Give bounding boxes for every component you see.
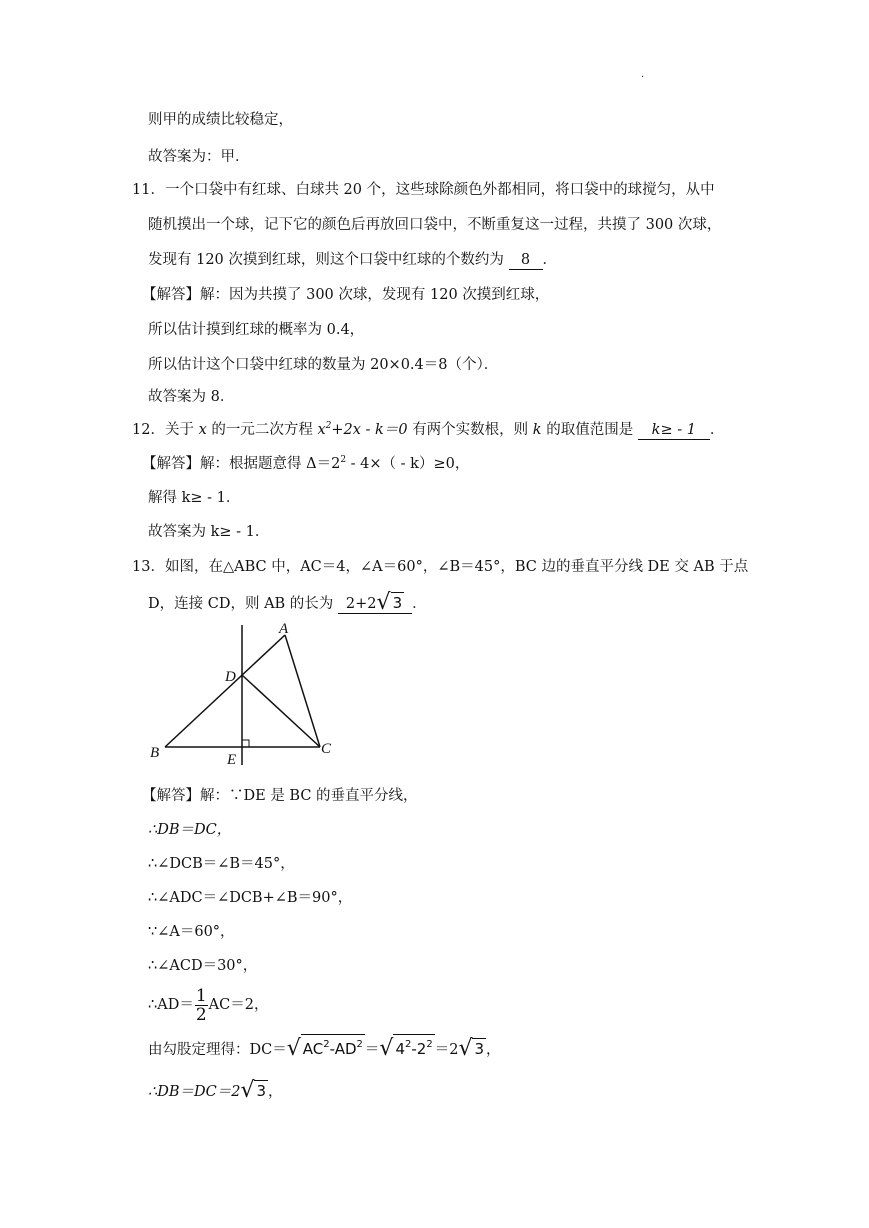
q11-answer-blank: 8: [509, 251, 543, 270]
q12-eq-sup: 2: [325, 421, 332, 431]
rad-sup: 2: [356, 1039, 363, 1050]
rad-4: 4: [395, 1040, 405, 1058]
radicand-ac-ad: [301, 1034, 365, 1059]
q12-eq-rest: +2x - k＝0: [331, 422, 408, 438]
q12-text: 的一元二次方程: [211, 422, 313, 438]
q12-answer-blank: k≥ - 1: [638, 421, 710, 440]
q13-s9-text: ∴DB＝DC＝2: [148, 1084, 241, 1100]
q11-solution-1: 【解答】解：因为共摸了 300 次球，发现有 120 次摸到红球，: [142, 287, 550, 303]
equals: ＝: [364, 1042, 380, 1058]
radicand-4-2: [393, 1034, 434, 1059]
question-12-line-1: [132, 420, 724, 440]
label-B: B: [150, 745, 160, 761]
q13-s7-text: ∴AD＝: [148, 997, 194, 1013]
right-angle-mark: [242, 740, 249, 747]
q12-text: 12．关于: [132, 422, 194, 438]
q12-text: 的取值范围是: [546, 422, 634, 438]
radicand-3: 3: [256, 1082, 267, 1100]
q11-solution-3: 所以估计这个口袋中红球的数量为 20×0.4＝8（个）．: [148, 357, 499, 373]
q13-end: ．: [412, 596, 427, 612]
question-11-line-1: 11．一个口袋中有红球、白球共 20 个，这些球除颜色外都相同，将口袋中的球搅匀，从中: [132, 182, 715, 198]
q11-solution-2: 所以估计摸到红球的概率为 0.4，: [148, 322, 365, 338]
question-13-line-2: [148, 592, 427, 614]
q13-solution-3: ∴∠DCB＝∠B＝45°，: [148, 856, 295, 872]
question-13-line-1: 13．如图，在△ABC 中，AC＝4，∠A＝60°，∠B＝45°，BC 边的垂直平分线 DE 交 AB 于点: [132, 559, 749, 575]
q12-solution-2: 解得 k≥ - 1．: [148, 490, 241, 506]
sqrt-icon: √: [286, 1036, 301, 1061]
q13-answer-radicand: 3: [392, 594, 403, 612]
rad-sup: 2: [404, 1039, 412, 1050]
q11-end: ．: [542, 252, 558, 268]
q13-text: D，连接 CD，则 AB 的长为: [148, 596, 334, 612]
q12-s1-text: - 4×（ - k）≥0，: [346, 456, 470, 472]
rad-sup: 2: [323, 1039, 330, 1050]
fraction-one-half: [195, 987, 208, 1024]
q12-s1-text: 【解答】解：根据题意得 Δ＝2: [142, 456, 341, 472]
label-D: D: [225, 669, 236, 685]
text-line: 故答案为：甲．: [148, 149, 250, 165]
question-11-line-2: 随机摸出一个球，记下它的颜色后再放回口袋中，不断重复这一过程，共摸了 300 次球，: [148, 217, 722, 233]
q12-var-x: x: [198, 422, 207, 438]
q13-solution-8: [148, 1034, 501, 1064]
q13-solution-1: 【解答】解：∵DE 是 BC 的垂直平分线，: [142, 788, 418, 804]
question-11-line-3: [148, 250, 557, 270]
q12-var-k: k: [532, 422, 542, 438]
rad-sup: 2: [426, 1039, 433, 1050]
q13-solution-7: [148, 985, 268, 1025]
q13-s8-text: 由勾股定理得：DC＝: [148, 1042, 287, 1058]
q12-eq-x: x: [317, 422, 326, 438]
q12-end: ．: [709, 422, 725, 438]
label-A: A: [279, 621, 289, 637]
q13-solution-4: ∴∠ADC＝∠DCB+∠B＝90°，: [148, 890, 353, 906]
q12-equation: [317, 422, 407, 438]
sqrt-icon: √: [240, 1078, 255, 1103]
q11-solution-4: 故答案为 8．: [148, 389, 235, 405]
q13-answer-text: 2+2: [345, 596, 377, 612]
rad-ac: AC: [302, 1040, 324, 1058]
q11-text: 发现有 120 次摸到红球，则这个口袋中红球的个数约为: [148, 252, 504, 268]
fraction-denominator: 2: [195, 1004, 207, 1025]
label-E: E: [227, 752, 237, 768]
q12-solution-1: [142, 454, 469, 474]
triangle-figure: [145, 615, 345, 770]
q13-solution-2: ∴DB＝DC，: [148, 822, 232, 838]
rad-2: -2: [411, 1040, 427, 1058]
sqrt-icon: √: [376, 590, 391, 615]
q12-solution-3: 故答案为 k≥ - 1．: [148, 524, 270, 540]
radicand-3: 3: [474, 1040, 485, 1058]
sqrt-icon: √: [379, 1036, 394, 1061]
q13-s8-end: ，: [486, 1042, 501, 1058]
header-dot: .: [641, 69, 645, 80]
fraction-numerator: 1: [195, 985, 207, 1006]
q13-solution-5: ∵∠A＝60°，: [148, 924, 235, 940]
label-C: C: [321, 741, 332, 757]
q13-solution-9: [148, 1078, 283, 1106]
q13-s9-end: ，: [268, 1084, 283, 1100]
segment-BA: [165, 635, 285, 747]
rad-ad: -AD: [329, 1040, 357, 1058]
q13-answer-blank: [338, 592, 412, 614]
text-line: 则甲的成绩比较稳定，: [148, 112, 293, 128]
q13-s7-text: AC＝2，: [208, 997, 269, 1013]
q12-s1-sup: 2: [340, 455, 347, 465]
q13-solution-6: ∴∠ACD＝30°，: [148, 958, 258, 974]
q12-text: 有两个实数根，则: [412, 422, 529, 438]
sqrt-icon: √: [458, 1036, 473, 1061]
equals-2: ＝2: [434, 1042, 459, 1058]
